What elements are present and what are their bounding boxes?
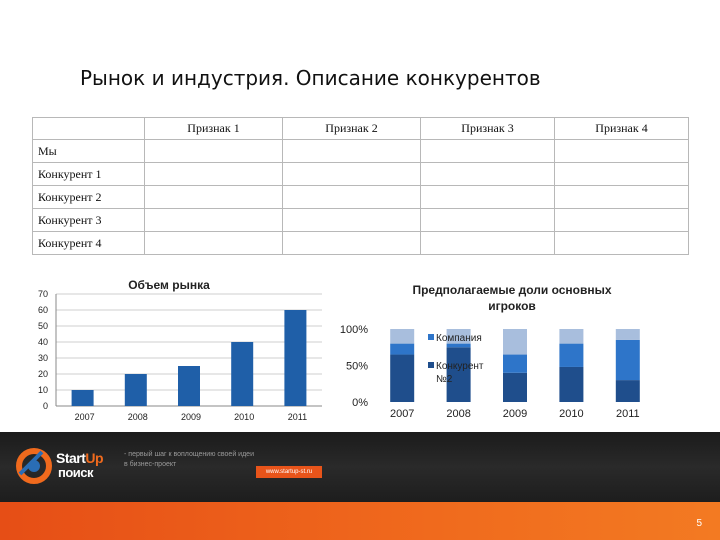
table-header-feature-2: Признак 2	[283, 118, 421, 140]
market-volume-chart	[30, 278, 330, 428]
table-cell	[555, 232, 689, 255]
table-cell	[283, 209, 421, 232]
stacked-bar-segment	[390, 329, 414, 344]
table-row	[33, 163, 689, 186]
bar	[72, 390, 94, 406]
bar	[231, 342, 253, 406]
website-link[interactable]: www.startup-st.ru	[256, 466, 322, 478]
legend-swatch	[428, 362, 434, 368]
stacked-bar-segment	[616, 380, 640, 402]
table-cell	[421, 186, 555, 209]
footer-band	[0, 432, 720, 502]
brand-name-start: Start	[56, 450, 86, 466]
stacked-bar-segment	[559, 329, 583, 344]
table-header-row	[33, 118, 689, 140]
x-tick-label: 2009	[180, 412, 202, 422]
y-tick-label: 0	[42, 401, 48, 411]
row-label-competitor-2: Конкурент 2	[33, 186, 145, 209]
page-number: 5	[696, 518, 702, 529]
x-tick-label: 2011	[615, 408, 640, 420]
market-share-chart-svg	[330, 282, 660, 428]
table-header-corner	[33, 118, 145, 140]
table-cell	[555, 140, 689, 163]
table-cell	[555, 186, 689, 209]
table-cell	[421, 209, 555, 232]
row-label-competitor-3: Конкурент 3	[33, 209, 145, 232]
chart-title-line-1: Предполагаемые доли основных	[412, 283, 612, 297]
market-volume-chart-svg	[30, 278, 330, 428]
bar	[125, 374, 147, 406]
stacked-bar-segment	[503, 373, 527, 402]
stacked-bar-segment	[559, 344, 583, 367]
footer-orange-bar	[0, 502, 720, 540]
x-tick-label: 2008	[127, 412, 148, 422]
stacked-bar-segment	[390, 344, 414, 355]
bar	[284, 310, 306, 406]
brand-tagline: - первый шаг к воплощению своей идеи в бизнес-проект	[124, 451, 254, 468]
table-cell	[421, 163, 555, 186]
table-header-feature-4: Признак 4	[555, 118, 689, 140]
table-cell	[283, 140, 421, 163]
x-tick-label: 2007	[74, 412, 95, 422]
stacked-bar-segment	[503, 329, 527, 355]
table-cell	[283, 163, 421, 186]
row-label-us: Мы	[33, 140, 145, 163]
legend-label: Компания	[436, 333, 482, 344]
row-label-competitor-1: Конкурент 1	[33, 163, 145, 186]
stacked-bar-segment	[616, 329, 640, 340]
table-cell	[283, 186, 421, 209]
table-header-feature-1: Признак 1	[145, 118, 283, 140]
chart-title: Объем рынка	[128, 278, 210, 292]
y-tick-label: 0%	[352, 397, 368, 409]
competitor-table	[32, 117, 689, 255]
stacked-bar-segment	[447, 344, 471, 348]
x-tick-label: 2010	[559, 408, 584, 420]
x-tick-label: 2008	[446, 408, 471, 420]
x-tick-label: 2011	[287, 412, 308, 422]
y-tick-label: 10	[37, 385, 48, 395]
legend-label: Конкурент	[436, 361, 484, 372]
row-label-competitor-4: Конкурент 4	[33, 232, 145, 255]
table-row	[33, 186, 689, 209]
y-tick-label: 70	[37, 289, 48, 299]
table-header-feature-3: Признак 3	[421, 118, 555, 140]
table-cell	[421, 232, 555, 255]
table-cell	[145, 209, 283, 232]
table-cell	[555, 163, 689, 186]
bar	[178, 366, 200, 406]
x-tick-label: 2010	[234, 412, 255, 422]
table-row	[33, 232, 689, 255]
y-tick-label: 30	[37, 353, 48, 363]
slide-title: Рынок и индустрия. Описание конкурентов	[80, 66, 541, 90]
table-cell	[555, 209, 689, 232]
stacked-bar-segment	[503, 355, 527, 373]
y-tick-label: 100%	[339, 324, 368, 336]
stacked-bar-segment	[616, 340, 640, 380]
stacked-bar-segment	[559, 367, 583, 402]
brand-subname: поиск	[58, 465, 94, 480]
y-tick-label: 20	[37, 369, 48, 379]
y-tick-label: 40	[37, 337, 48, 347]
legend-swatch	[428, 334, 434, 340]
table-row	[33, 209, 689, 232]
table-cell	[283, 232, 421, 255]
legend-label: №2	[436, 374, 453, 385]
startup-logo-icon	[14, 444, 58, 488]
table-cell	[145, 140, 283, 163]
table-cell	[421, 140, 555, 163]
y-tick-label: 50%	[345, 360, 368, 373]
brand-name	[56, 450, 103, 466]
table-cell	[145, 232, 283, 255]
table-cell	[145, 163, 283, 186]
chart-title-line-2: игроков	[488, 299, 536, 313]
stacked-bar-segment	[390, 355, 414, 402]
x-tick-label: 2007	[389, 408, 415, 420]
y-tick-label: 50	[37, 321, 48, 331]
market-share-chart	[330, 282, 660, 428]
table-row	[33, 140, 689, 163]
x-tick-label: 2009	[502, 408, 528, 420]
brand-name-up: Up	[85, 450, 104, 466]
y-tick-label: 60	[37, 305, 48, 315]
table-cell	[145, 186, 283, 209]
